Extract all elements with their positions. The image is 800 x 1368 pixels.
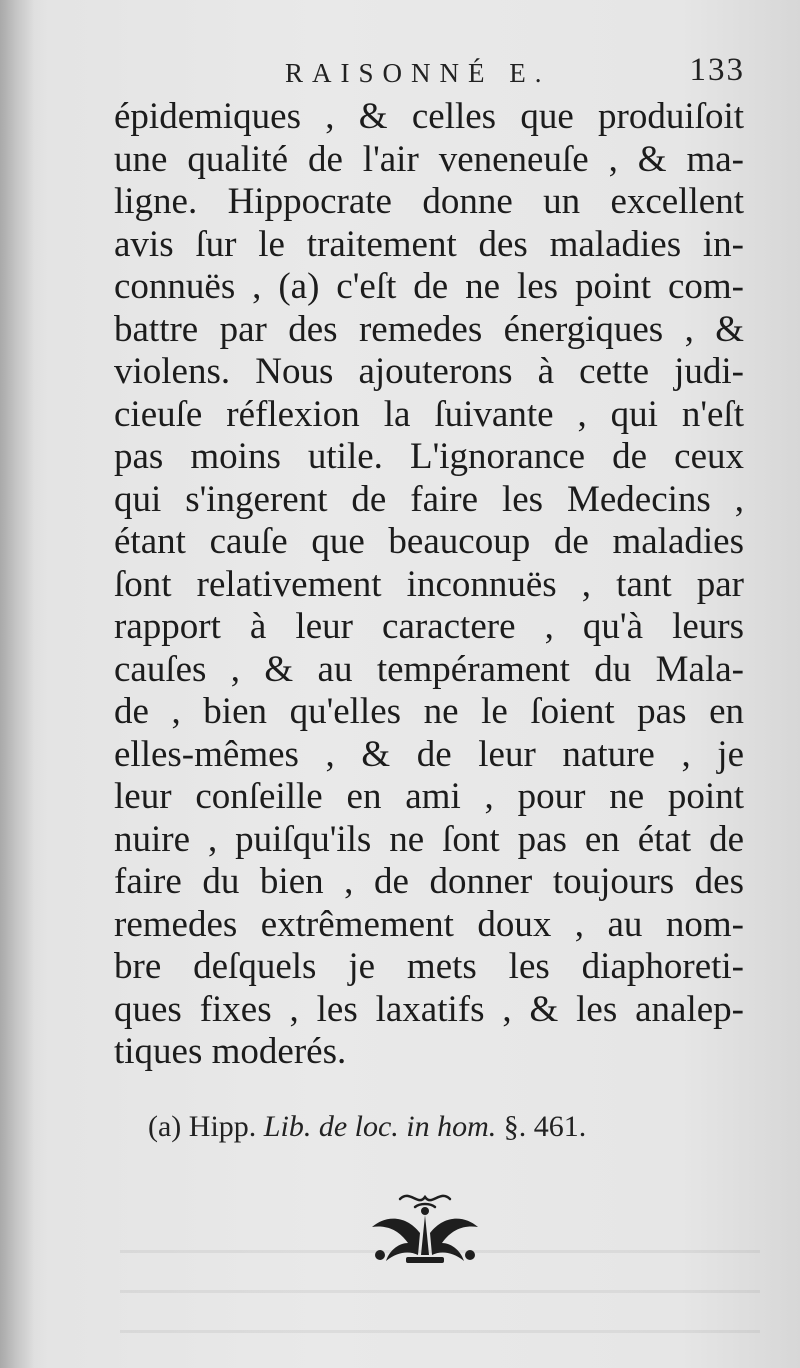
text-line: rapport à leur caractere , qu'à leurs	[114, 606, 744, 647]
footnote-section: §. 461.	[503, 1110, 587, 1143]
text-line: bre deſquels je mets les diaphoreti-	[114, 946, 744, 987]
footnote-citation: Lib. de loc. in hom.	[263, 1110, 497, 1143]
text-line: violens. Nous ajouterons à cette judi-	[114, 351, 744, 392]
text-line: ques fixes , les laxatifs , & les analep-	[114, 988, 744, 1030]
text-line: cieuſe réflexion la ſuivante , qui n'eſt	[114, 393, 744, 435]
text-line: faire du bien , de donner toujours des	[114, 861, 744, 902]
text-line: connuës , (a) c'eſt de ne les point com-	[114, 266, 744, 307]
text-line: étant cauſe que beaucoup de maladies	[114, 521, 744, 562]
text-line: ſont relativement inconnuës , tant par	[114, 563, 744, 605]
page-number: 133	[689, 52, 745, 88]
footnote	[148, 1110, 748, 1144]
running-title: RAISONNÉ E.	[285, 58, 551, 88]
text-line-last: tiques moderés.	[114, 1031, 347, 1072]
show-through-text	[120, 1250, 760, 1360]
text-line: pas moins utile. L'ignorance de ceux	[114, 436, 744, 477]
text-line: avis ſur le traitement des maladies in-	[114, 223, 744, 265]
text-line: qui s'ingerent de faire les Medecins ,	[114, 478, 744, 520]
page-gutter-shadow	[0, 0, 34, 1368]
text-line: épidemiques , & celles que produiſoit	[114, 96, 744, 137]
text-line: elles-mêmes , & de leur nature , je	[114, 733, 744, 775]
text-line: remedes extrêmement doux , au nom-	[114, 903, 744, 945]
text-line: battre par des remedes énergiques , &	[114, 308, 744, 350]
text-line: leur conſeille en ami , pour ne point	[114, 776, 744, 817]
text-line: ligne. Hippocrate donne un excellent	[114, 181, 744, 222]
body-text	[114, 96, 744, 1074]
text-line: nuire , puiſqu'ils ne ſont pas en état de	[114, 818, 744, 860]
text-line: de , bien qu'elles ne le ſoient pas en	[114, 691, 744, 732]
text-line: cauſes , & au tempérament du Mala-	[114, 648, 744, 690]
page-header	[115, 52, 745, 98]
text-line: une qualité de l'air veneneuſe , & ma-	[114, 138, 744, 180]
footnote-marker: (a) Hipp.	[148, 1110, 257, 1143]
